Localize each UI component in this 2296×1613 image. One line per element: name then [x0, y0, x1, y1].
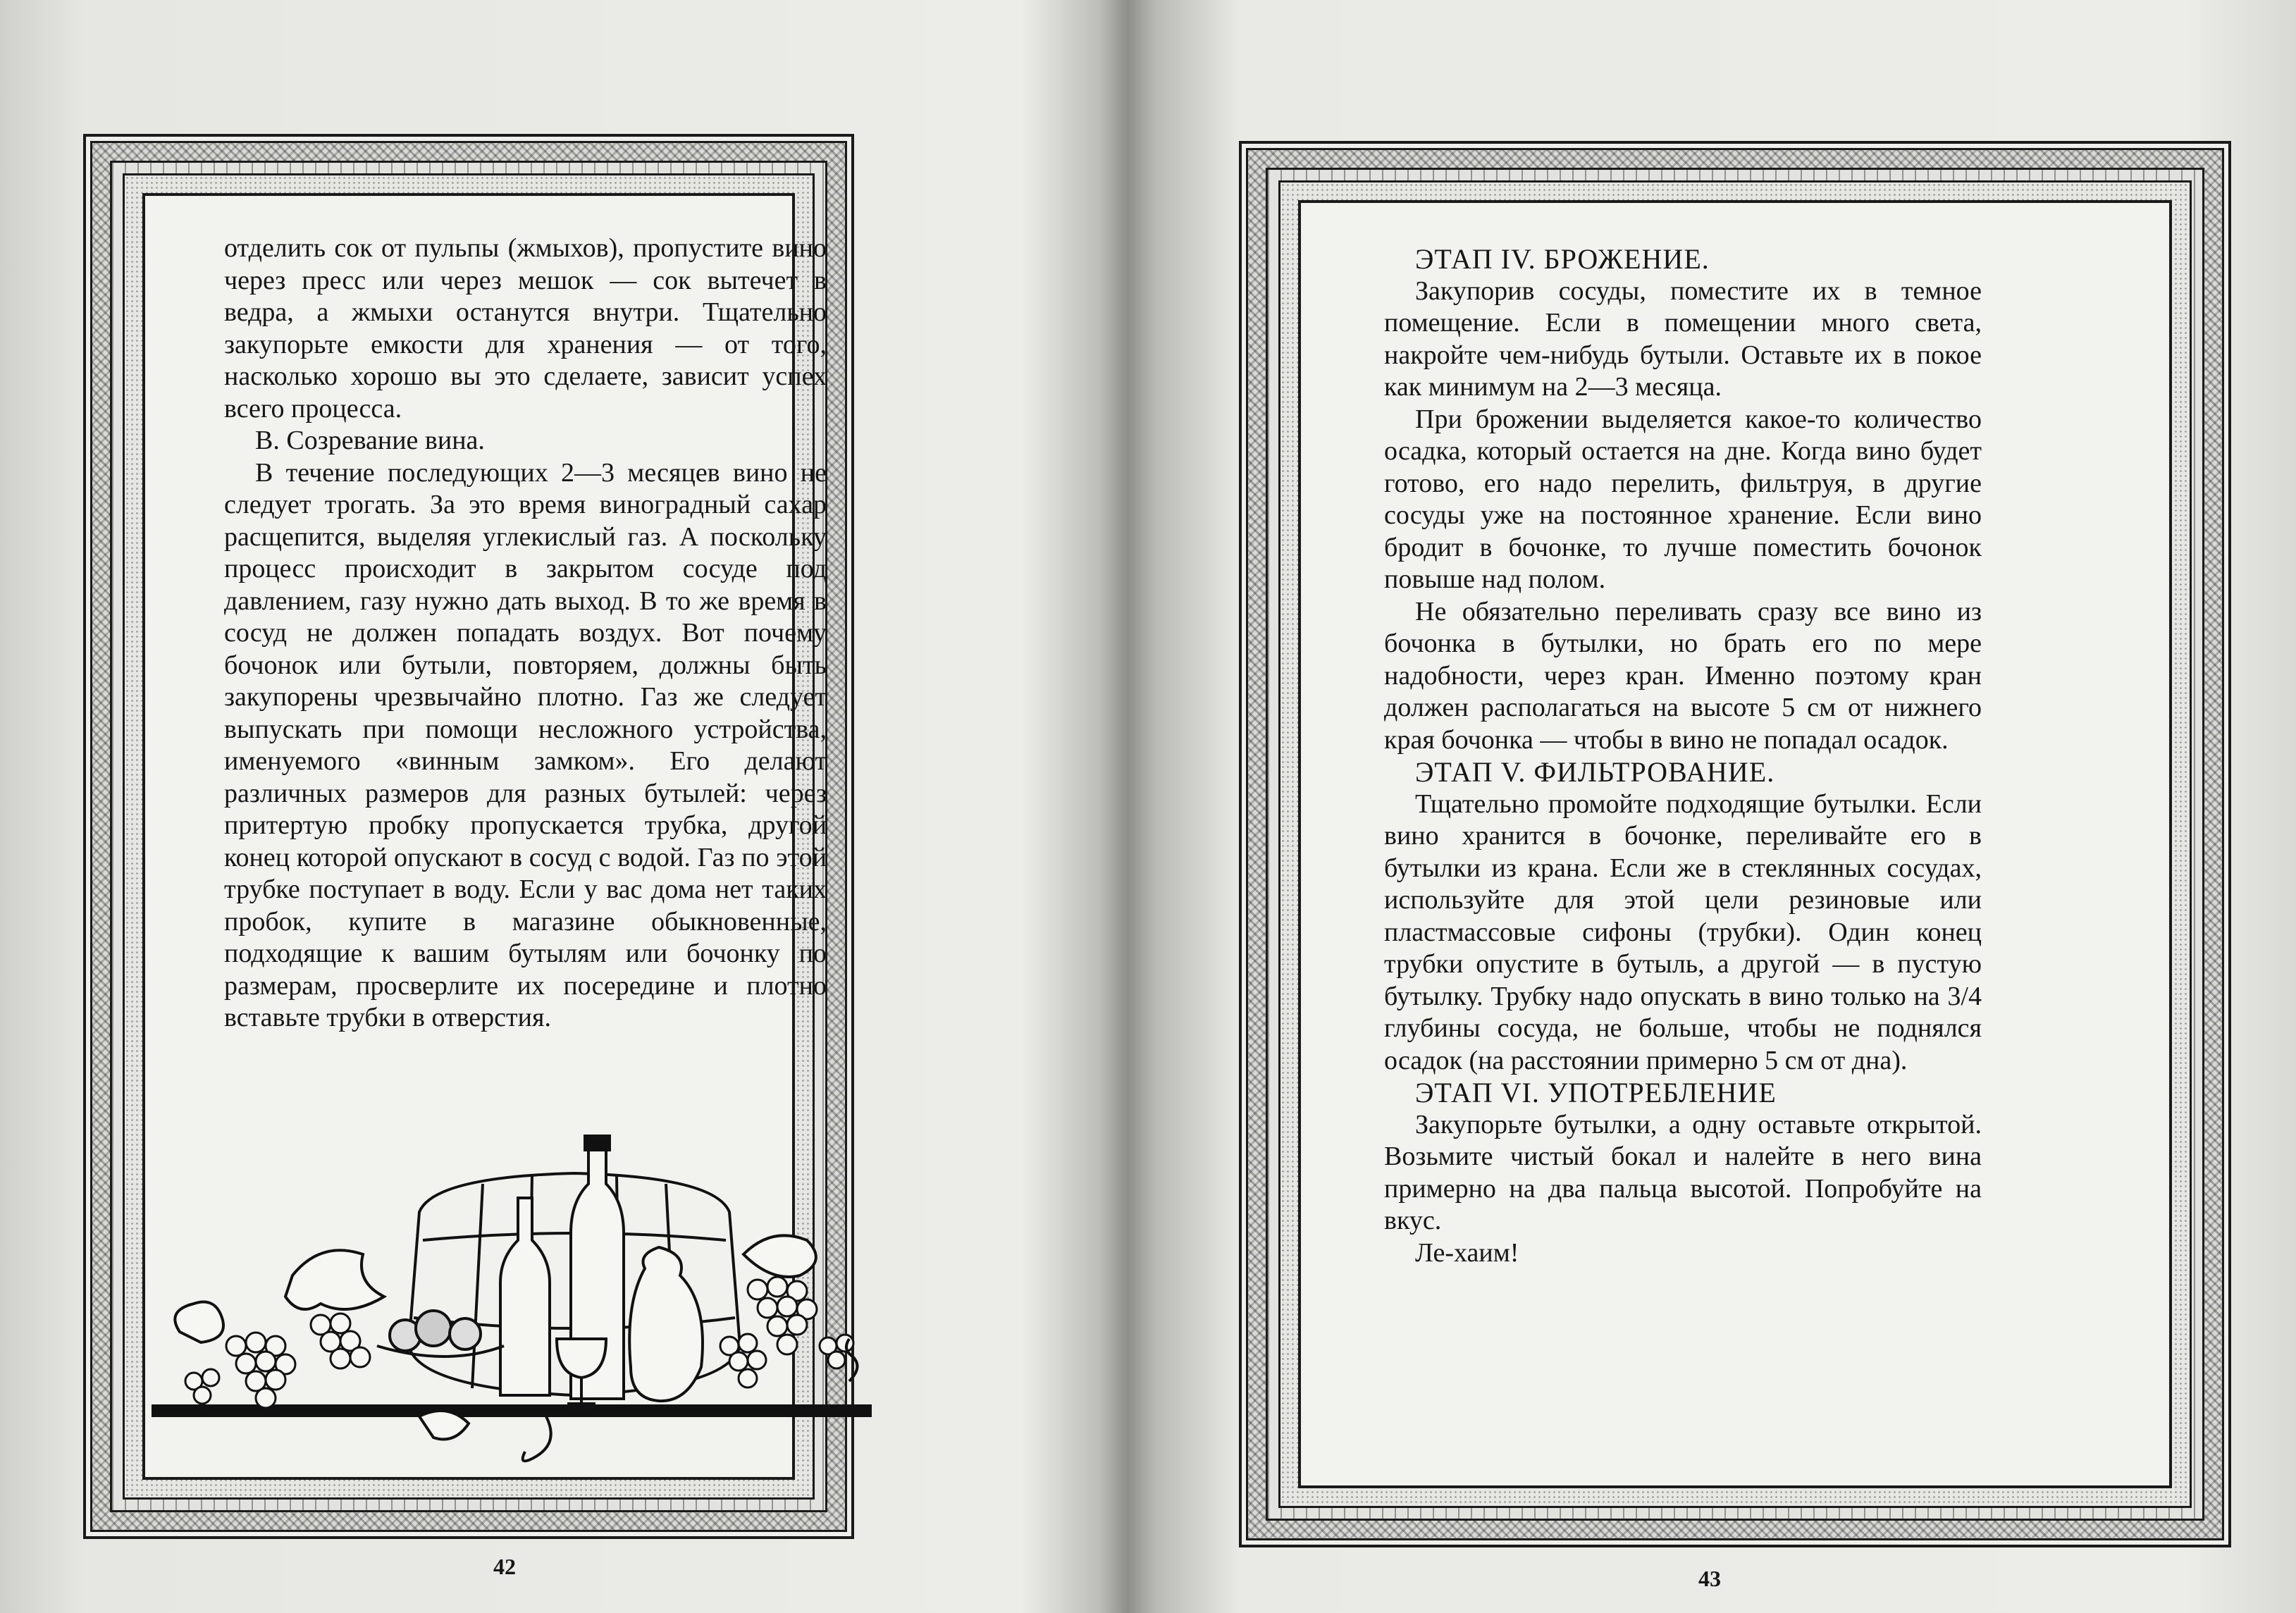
- paragraph: Закупорьте бутылки, а одну оставьте открытой. Возьмите чистый бокал и налейте в него вина примерно на два пальца высотой. Попробуйте на вкус.: [1384, 1109, 1982, 1235]
- section-heading: ЭТАП V. ФИЛЬТРОВАНИЕ.: [1415, 756, 1775, 788]
- paragraph: В. Созревание вина.: [255, 426, 485, 455]
- paragraph: отделить сок от пульпы (жмыхов), пропустите вино через пресс или через мешок — сок вытечет в ведра, а жмыхи останутся внутри. Тщательно закупорьте емкости для хранения — от того, насколько хорошо вы это сделаете, зависит успех всего процесса.: [224, 233, 827, 424]
- page-number-right: 43: [1698, 1566, 1721, 1591]
- paragraph: Ле-хаим!: [1415, 1237, 1519, 1268]
- right-page-text: [1384, 243, 1982, 1269]
- right-page: [1128, 0, 2296, 1613]
- page-number-left: 42: [493, 1554, 516, 1579]
- section-heading: ЭТАП IV. БРОЖЕНИЕ.: [1415, 243, 1710, 275]
- paragraph: Не обязательно переливать сразу все вино из бочонка в бутылки, но брать его по мере надобности, через кран. Именно поэтому кран должен располагаться на высоте 5 см от нижнего края бочонка — чтобы в вино не попадал осадок.: [1384, 596, 1982, 755]
- paragraph: При брожении выделяется какое-то количество осадка, который остается на дне. Когда вино будет готово, его надо перелить, фильтруя, в другие сосуды уже на постоянное хранение. Если вино бродит в бочонке, то лучше поместить бочонок повыше над полом.: [1384, 404, 1982, 594]
- left-page: [0, 0, 1128, 1613]
- paragraph: Закупорив сосуды, поместите их в темное помещение. Если в помещении много света, накройте чем-нибудь бутыли. Оставьте их в покое как минимум на 2—3 месяца.: [1384, 276, 1982, 402]
- left-page-text: [224, 233, 827, 1034]
- section-heading: ЭТАП VI. УПОТРЕБЛЕНИЕ: [1415, 1077, 1777, 1108]
- wine-barrel-illustration: [152, 1135, 899, 1473]
- paragraph: В течение последующих 2—3 месяцев вино не следует трогать. За это время виноградный сахар расщепится, выделяя углекислый газ. А поскольку процесс происходит в закрытом сосуде под давлением, газу нужно дать выход. В то же время в сосуд не должен попадать воздух. Вот почему бочонок или бутыли, повторяем, должны быть закупорены чрезвычайно плотно. Газ же следует выпускать при помощи несложного устройства, именуемого «винным замком». Его делают различных размеров для разных бутылей: через притертую пробку пропускается трубка, другой конец которой опускают в сосуд с водой. Газ по этой трубке поступает в воду. Если у вас дома нет таких пробок, купите в магазине обыкновенные, подходящие к вашим бутылям или бочонку по размерам, просверлите их посередине и плотно вставьте трубки в отверстия.: [224, 457, 827, 1032]
- paragraph: Тщательно промойте подходящие бутылки. Если вино хранится в бочонке, переливайте его в бутылки из крана. Если же в стеклянных сосудах, используйте для этой цели резиновые или пластмассовые сифоны (трубки). Один конец трубки опустите в бутыль, а другой — в пустую бутылку. Трубку надо опускать в вино только на 3/4 глубины сосуда, не больше, чтобы не поднялся осадок (на расстоянии примерно 5 см от дна).: [1384, 789, 1982, 1075]
